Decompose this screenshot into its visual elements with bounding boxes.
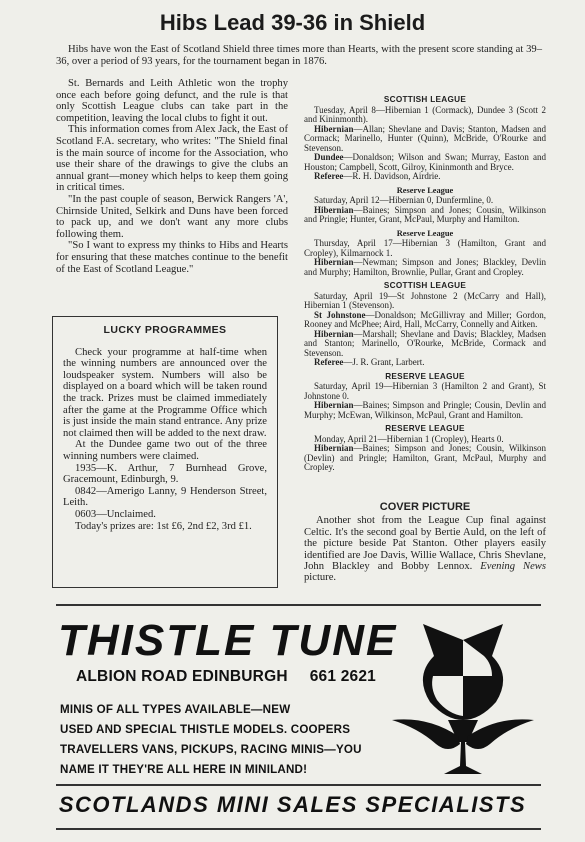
advert-line: NAME IT THEY'RE ALL HERE IN MINILAND! [60, 763, 308, 776]
results-line [304, 401, 546, 420]
article-left-column [56, 78, 288, 275]
results-line-text: —Allan; Shevlane and Davis; Stanton, Madsen and Cormack; Marinello, Hunter (Quinn), McBride, O'Rourke and Stevenson. [304, 123, 546, 153]
results-line [304, 106, 546, 125]
results-line-text: —Baines; Simpson and Pringle; Cousin, Devlin and Murphy; McEwan, Wilkinson, McPaul, Grant and Hamilton. [304, 400, 546, 420]
results-line-lead: Dundee [314, 152, 344, 162]
results-line-text: Monday, April 21—Hibernian 1 (Cropley), Hearts 0. [314, 433, 504, 444]
results-line [304, 258, 546, 277]
cover-picture-heading: COVER PICTURE [379, 501, 471, 513]
results-line-text: —Donaldson; McGillivray and Miller; Gordon, Rooney and McPhee; Aird, Hall, McCarry, Connelly and Aitken. [304, 309, 546, 329]
advert-copy [60, 700, 362, 780]
advert-phone: 661 2621 [309, 668, 376, 685]
advert-tagline: SCOTLANDS MINI SALES SPECIALISTS [58, 792, 527, 817]
results-heading: SCOTTISH LEAGUE [383, 95, 467, 104]
lucky-prizes: Today's prizes are: 1st £6, 2nd £2, 3rd £1. [75, 520, 252, 532]
results-line [304, 239, 546, 258]
results-heading: RESERVE LEAGUE [385, 424, 465, 433]
results-line-lead: Hibernian [314, 443, 354, 453]
advert-line: MINIS OF ALL TYPES AVAILABLE—NEW [60, 703, 291, 716]
lucky-paragraph: At the Dundee game two out of the three winning numbers were claimed. [63, 439, 267, 462]
article-paragraph: St. Bernards and Leith Athletic won the trophy once each before going defunct, and the rule is that only Scottish League clubs can take part in the competition, leaving the local clubs to fight it out. [56, 78, 288, 124]
article-paragraph: "In the past couple of season, Berwick Rangers 'A', Chirnside United, Selkirk and Duns have been forced to pack up, and we don't want any more clubs following them. [56, 193, 288, 240]
results-line-text: —Baines; Simpson and Jones; Cousin, Wilkinson (Devlin) and Pringle; Hamilton, Grant, McPaul, Murphy and Cropley. [304, 443, 546, 472]
article-title: Hibs Lead 39-36 in Shield [159, 10, 426, 35]
lucky-winner: 1935—K. Arthur, 7 Burnhead Grove, Gracemount, Edinburgh, 9. [63, 462, 267, 486]
article-paragraph: This information comes from Alex Jack, the East of Scotland F.A. secretary, who writes: "The Shield final is the main source of income for the Association, who use their share of the drawings to give the clubs an annual grant—money which helps to keep them going in critical times. [56, 124, 288, 194]
results-line [304, 206, 546, 225]
results-line-text: Tuesday, April 8—Hibernian 1 (Cormack), Dundee 3 (Scott 2 and Kininmonth). [304, 104, 546, 124]
results-line-text: —Donaldson; Wilson and Swan; Murray, Easton and Houston; Campbell, Scott, Gilroy, Kininmonth and Bryce. [304, 152, 546, 172]
results-line-lead: Hibernian [314, 257, 354, 267]
advert-line: TRAVELLERS VANS, PICKUPS, RACING MINIS—YOU [60, 743, 362, 756]
results-line-text: —Marshall; Shevlane and Davis; Blackley, Madsen and Stanton; Marinello, O'Rourke, McBride, Cormack and Stevenson. [304, 328, 546, 358]
cover-picture-text: Another shot from the League Cup final against Celtic. It's the second goal by Bertie Auld, on the left of the picture beside Pat Stanton. Other players easily identified are Joe Davis, Willie Wallace, Chris Shevlane, John Blackley and Bobby Lennox. Evening News picture. [304, 515, 546, 584]
results-line [304, 172, 546, 182]
results-line [304, 382, 546, 401]
results-line [304, 292, 546, 311]
divider [56, 784, 541, 786]
results-line [304, 311, 546, 330]
results-column [304, 91, 546, 473]
thistle-logo-icon [388, 616, 538, 784]
results-line-lead: Referee [314, 171, 344, 181]
results-line-lead: Hibernian [314, 204, 354, 215]
lucky-programmes-box [52, 316, 278, 588]
results-line-text: —Baines; Simpson and Jones; Cousin, Wilkinson and Pringle; Hunter, Grant, McPaul, Murphy and Hamilton. [304, 204, 546, 224]
article-paragraph: "So I want to express my thinks to Hibs and Hearts for ensuring that these matches continue to the benefit of the East of Scotland League." [56, 240, 288, 275]
lucky-programmes-heading: LUCKY PROGRAMMES [103, 324, 227, 336]
newspaper-name: Evening News [480, 561, 546, 573]
results-line-lead: Hibernian [314, 400, 354, 410]
results-line-lead: Referee [314, 357, 344, 367]
results-heading: Reserve League [396, 185, 454, 195]
results-line [304, 330, 546, 359]
advert-line: USED AND SPECIAL THISTLE MODELS. COOPERS [60, 723, 351, 736]
divider [56, 828, 541, 830]
results-heading: RESERVE LEAGUE [385, 371, 465, 381]
results-line-text: Thursday, April 17—Hibernian 3 (Hamilton, Grant and Cropley), Kilmarnock 1. [304, 238, 546, 258]
results-line-lead: Hibernian [314, 123, 354, 134]
article-intro: Hibs have won the East of Scotland Shield three times more than Hearts, with the present score standing at 39–36, over a period of 93 years, for the tournament began in 1876. [56, 44, 542, 67]
results-line-lead: Hibernian [314, 328, 354, 339]
results-line-text: Saturday, April 19—Hibernian 3 (Hamilton 2 and Grant), St Johnstone 0. [304, 381, 546, 401]
results-line [304, 358, 546, 368]
divider [56, 604, 541, 606]
results-line-lead: St Johnstone [314, 309, 366, 320]
results-line-text: —R. H. Davidson, Airdrie. [343, 171, 441, 181]
cover-picture-section [304, 502, 546, 584]
results-heading: SCOTTISH LEAGUE [383, 281, 467, 290]
lucky-paragraph: Check your programme at half-time when the winning numbers are announced over the loudspeaker system. Numbers will also be displayed on a board which will be taken round the track. Prizes must be claimed immediately after the game at the Programme Office which is just inside the main stand entrance. Any prize not claimed then will be added to the next draw. [63, 346, 267, 439]
results-line-text: Saturday, April 19—St Johnstone 2 (McCarry and Hall), Hibernian 1 (Stevenson). [304, 290, 546, 310]
results-line-text: —J. R. Grant, Larbert. [343, 357, 425, 367]
lucky-winner: 0842—Amerigo Lanny, 9 Henderson Street, Leith. [63, 485, 267, 509]
results-line-text: —Newman; Simpson and Jones; Blackley, Devlin and Murphy; Hamilton, Brownlie, Pullar, Grant and Cropley. [304, 257, 546, 277]
results-line [304, 125, 546, 154]
results-line [304, 444, 546, 473]
lucky-winner: 0603—Unclaimed. [75, 508, 156, 520]
results-line [304, 153, 546, 172]
results-line-text: Saturday, April 12—Hibernian 0, Dunfermline, 0. [314, 195, 494, 205]
advert-address: ALBION ROAD EDINBURGH 661 2621 [76, 668, 376, 685]
advert-name: THISTLE TUNE [58, 616, 398, 665]
results-heading: Reserve League [396, 228, 454, 238]
